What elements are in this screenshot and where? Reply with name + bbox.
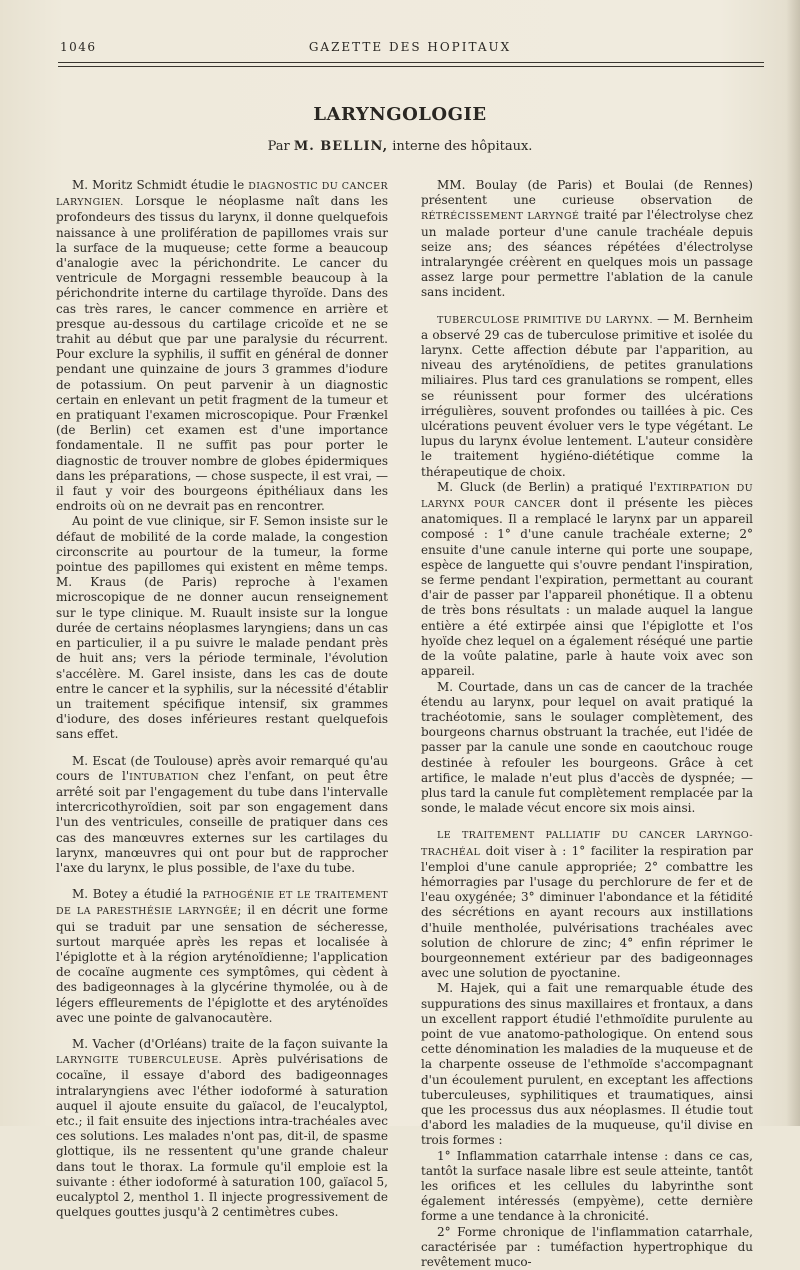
byline [0,139,800,154]
left-column [56,178,388,1220]
paragraph [56,1037,388,1220]
paragraph [56,514,388,742]
text-run: — M. Bernheim a observé 29 cas de tuberculose primitive et isolée du larynx. Cette affection débute par l'apparition, au niveau des aryténoïdiens, de petites granulations miliaires. Plus tard ces granulations se rompent, elles se réunissent pour former des ulcérations irrégulières, souvent profondes ou taillées à pic. Ces ulcérations peuvent évoluer vers le type végétant. Le lupus du larynx évolue lentement. L'auteur considère le traitement hygiéno-diététique comme la thérapeutique de choix. [421,311,753,479]
journal-title: GAZETTE DES HOPITAUX [308,40,512,54]
author-name: M. BELLIN, [293,139,389,154]
paragraph [421,981,753,1148]
paragraph [421,1225,753,1270]
text-run: M. Gluck (de Berlin) a pratiqué l' [437,479,657,494]
paragraph [421,480,753,680]
small-caps-term: LE TRAITEMENT PALLIATIF DU CANCER LARYNGO-TRACHÉAL [421,830,753,858]
small-caps-term: LARYNGITE TUBERCULEUSE. [56,1055,223,1067]
page-number: 1046 [60,40,97,54]
text-run: MM. Boulay (de Paris) et Boulai (de Rennes) présentent une curieuse observation de [421,178,753,208]
small-caps-term: TUBERCULOSE PRIMITIVE DU LARYNX. [437,314,653,326]
text-run: Après pulvérisations de cocaïne, il essaye d'abord des badigeonnages intralaryngiens avec l'éther iodoformé à saturation auquel il ajoute ensuite du gaïacol, de l'eucalyptol, etc.; il fait ensuite des injections intra-trachéales avec ces solutions. Les malades n'ont pas, dit-il, de spasme glottique, ils ne ressentent qu'une grande chaleur dans tout le thorax. La formule qu'il emploie est la suivante : éther iodoformé à saturation 100, gaïacol 5, eucalyptol 2, menthol 1. Il injecte progressivement de quelques gouttes jusqu'à 2 centimètres cubes. [56,1052,388,1220]
running-header [60,40,760,60]
small-caps-term: RÉTRÉCISSEMENT LARYNGÉ [421,211,580,223]
text-run: M. Escat (de Toulouse) après avoir remarqué qu'au cours de l' [56,753,388,783]
small-caps-term: PATHOGÉNIE ET LE TRAITEMENT DE LA PARESTHÉSIE LARYNGÉE [56,890,388,918]
paragraph [56,754,388,877]
header-rule-thick [58,62,764,63]
text-run: Lorsque le néoplasme naît dans les profondeurs des tissus du larynx, il donne quelquefois naissance à une prolifération de papillomes vrais sur la surface de la muqueuse; cette forme a beaucoup d'analogie avec la périchondrite. Le cancer du ventricule de Morgagni ressemble beaucoup à la périchondrite interne du cartilage thyroïde. Dans des cas très rares, le cancer commence en arrière et presque au-dessous du cartilage cricoïde et ne se trahit au début que par une paralysie du récurrent. Pour exclure la syphilis, il suffit en général de donner pendant une quinzaine de jours 3 grammes d'iodure de potassium. On peut parvenir à un diagnostic certain en enlevant un petit fragment de la tumeur et en pratiquant l'examen microscopique. Pour Frænkel (de Berlin) cet examen est d'une importance fondamentale. Il ne suffit pas pour porter le diagnostic de trouver nombre de globes épidermiques dans les préparations, — chose suspecte, il est vrai, — il faut y voir des bourgeons épithéliaux dans les endroits où on ne devrait pas en rencontrer. [56,194,388,514]
text-run: traité par l'électrolyse chez un malade porteur d'une canule trachéale depuis seize ans; des séances répétées d'électrolyse intralaryngée créèrent en quelques mois un passage assez large pour permettre l'ablation de la canule sans incident. [421,208,753,300]
paragraph [421,827,753,981]
paragraph [421,312,753,480]
text-run: Au point de vue clinique, sir F. Semon insiste sur le défaut de mobilité de la corde malade, la congestion circonscrite au pourtour de la tumeur, la forme pointue des papillomes qui existent en même temps. M. Kraus (de Paris) reproche à l'examen microscopique de ne donner aucun renseignement sur le type clinique. M. Ruault insiste sur la longue durée de certains néoplasmes laryngiens; dans un cas en particulier, il a pu suivre le malade pendant près de huit ans; vers la période terminale, l'évolution s'accélère. M. Garel insiste, dans les cas de doute entre le cancer et la syphilis, sur la nécessité d'établir un traitement spécifique intensif, six grammes d'iodure, des doses inférieures restant quelquefois sans effet. [56,514,388,742]
text-run: M. Hajek, qui a fait une remarquable étude des suppurations des sinus maxillaires et frontaux, a dans un excellent rapport étudié l'ethmoïdite purulente au point de vue anatomo-pathologique. On entend sous cette dénomination les maladies de la muqueuse et de la charpente osseuse de l'ethmoïde s'accompagnant d'un écoulement purulent, en exceptant les affections tuberculeuses, syphilitiques et traumatiques, ainsi que les processus dus aux néoplasmes. Il étudie tout d'abord les maladies de la muqueuse, qu'il divise en trois formes : [421,981,753,1148]
byline-prefix: Par [267,139,290,154]
text-run: dont il présente les pièces anatomiques. Il a remplacé le larynx par un appareil composé : 1° d'une canule trachéale externe; 2° ensuite d'une canule interne qui porte une soupape, espèce de languette qui s'ouvre pendant l'inspiration, se ferme pendant l'expiration, permettant au courant d'air de passer par l'appareil phonétique. Il a obtenu de très bons résultats : un malade auquel la langue entière a été extirpée ainsi que l'épiglotte et l'os hyoïde chez lequel on a également réséqué une partie de la voûte palatine, parle à haute voix avec son appareil. [421,496,753,679]
text-run: M. Botey a étudié la [72,887,203,902]
small-caps-term: INTUBATION [129,771,200,783]
page-edge-shadow [786,0,800,1126]
small-caps-term: DIAGNOSTIC DU CANCER LARYNGIEN. [56,181,388,209]
text-run: 1° Inflammation catarrhale intense : dans ce cas, tantôt la surface nasale libre est seule atteinte, tantôt les orifices et les cellules du labyrinthe sont également intéressés (empyème), cette dernière forme a une tendance à la chronicité. [421,1148,753,1224]
byline-suffix: interne des hôpitaux. [392,139,533,154]
text-run: M. Courtade, dans un cas de cancer de la trachée étendu au larynx, pour lequel on avait pratiqué la trachéotomie, sans le soulager complètement, des bourgeons charnus obstruant la trachée, eut l'idée de passer par la canule une sonde en caoutchouc rouge destinée à refouler les bourgeons. Grâce à cet artifice, le malade n'eut plus d'accès de dyspnée; — plus tard la canule fut complètement remplacée par la sonde, le malade vécut encore six mois ainsi. [421,679,753,816]
right-column [421,178,753,1270]
text-run: chez l'enfant, on peut être arrêté soit par l'engagement du tube dans l'intervalle intercricothyroïdien, soit par son engagement dans l'un des ventricules, conseille de pratiquer dans ces cas des manœuvres externes sur les cartilages du larynx, manœuvres qui ont pour but de rapprocher l'axe du larynx, le plus possible, de l'axe du tube. [56,768,389,875]
text-run: M. Moritz Schmidt étudie le [72,178,249,192]
paragraph [421,178,753,301]
small-caps-term: EXTIRPATION DU LARYNX POUR CANCER [421,482,754,511]
text-run: doit viser à : 1° faciliter la respiration par l'emploi d'une canule appropriée; 2° combattre les hémorragies par l'usage du perchlorure de fer et de l'eau oxygénée; 3° diminuer l'abondance et la fétidité des sécrétions en ayant recours aux instillations d'huile mentholée, pulvérisations trachéales avec solution de chlorure de zinc; 4° enfin réprimer le bourgeonnement extérieur par des badigeonnages avec une solution de pyoctanine. [421,843,753,981]
paragraph [421,680,753,817]
text-run: M. Vacher (d'Orléans) traite de la façon suivante la [72,1036,388,1051]
text-run: 2° Forme chronique de l'inflammation catarrhale, caractérisée par : tuméfaction hypertrophique du revêtement muco- [421,1224,753,1270]
header-rule-thin [58,66,764,67]
paragraph [56,887,388,1026]
paragraph [56,178,388,514]
paragraph [421,1149,753,1225]
text-run: ; il en décrit une forme qui se traduit par une sensation de sécheresse, surtout marquée après les repas et localisée à l'épiglotte et à la région aryténoïdienne; l'application de cocaïne augmente ces symptômes, qui cèdent à des badigeonnages à la glycérine thymolée, ou à de légers effleurements de l'épiglotte et des aryténoïdes avec une pointe de galvanocautère. [56,903,388,1025]
section-title: LARYNGOLOGIE [313,104,487,125]
